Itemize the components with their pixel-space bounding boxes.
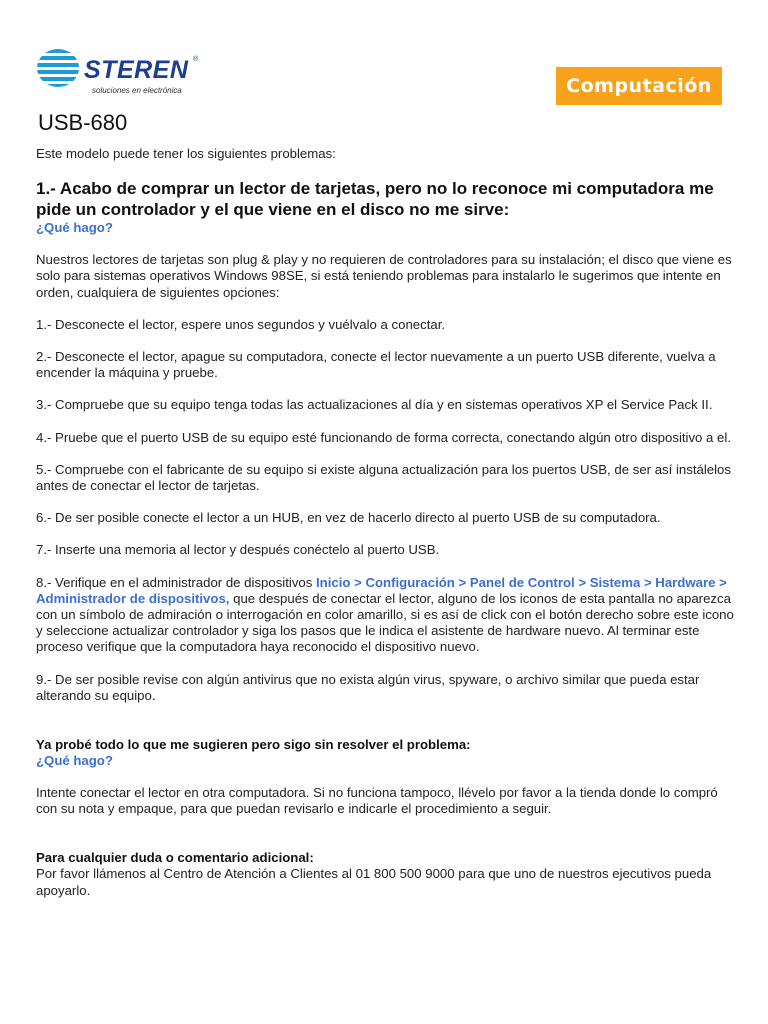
contact-text: Por favor llámenos al Centro de Atención a Clientes al 01 800 500 9000 para que uno de nuestros ejecutivos pueda apoyarlo. [36, 866, 712, 898]
question-1-title: 1.- Acabo de comprar un lector de tarjetas, pero no lo reconoce mi computadora me pide un controlador y el que viene en el disco no me sirve: [36, 179, 714, 220]
step-8-intro: 8.- Verifique en el administrador de dispositivos [36, 574, 317, 590]
question-2-link[interactable]: ¿Qué hago? [36, 753, 113, 769]
question-1-link[interactable]: ¿Qué hago? [36, 220, 113, 236]
contact-title: Para cualquier duda o comentario adicional: [36, 850, 314, 866]
step-6: 6.- De ser posible conecte el lector a un HUB, en vez de hacerlo directo al puerto USB de su computadora. [36, 510, 661, 526]
step-8-detail: que después de conectar el lector, alguno de los iconos de esta pantalla no aparezca con un símbolo de admiración o interrogación en color amarillo, si es así de click con el botón derecho sobre este icono y seleccione actualizar controlador y siga los pasos que le indica el asistente de hardware nuevo. Al terminar este proceso verifique que la computadora haya reconocido el dispositivo nuevo. [36, 590, 734, 655]
section-badge: Computación [556, 67, 722, 105]
question-2-title: Ya probé todo lo que me sugieren pero sigo sin resolver el problema: [36, 737, 471, 753]
document-body [36, 146, 736, 899]
model-title: USB-680 [38, 110, 128, 135]
step-2: 2.- Desconecte el lector, apague su computadora, conecte el lector nuevamente a un puerto USB diferente, vuelva a encender la máquina y pruebe. [36, 349, 716, 381]
step-9: 9.- De ser posible revise con algún antivirus que no exista algún virus, spyware, o archivo similar que pueda estar alterando su equipo. [36, 671, 700, 703]
step-4: 4.- Pruebe que el puerto USB de su equipo esté funcionando de forma correcta, conectando algún otro dispositivo a el. [36, 429, 731, 445]
intro-text: Este modelo puede tener los siguientes problemas: [36, 146, 336, 161]
step-5: 5.- Compruebe con el fabricante de su equipo si existe alguna actualización para los puertos USB, de ser así instálelos antes de conectar el lector de tarjetas. [36, 461, 731, 494]
page-header [0, 0, 768, 140]
brand-tagline: soluciones en electrónica [92, 86, 182, 95]
question-1-answer: Nuestros lectores de tarjetas son plug & play y no requieren de controladores para su instalación; el disco que viene es solo para sistemas operativos Windows 98SE, si está teniendo problemas para instalarlo le sugerimos que intente en orden, cualquiera de siguientes opciones: [36, 252, 732, 300]
registered-mark: ® [193, 56, 199, 63]
brand-name: STEREN [84, 56, 189, 84]
step-8 [36, 575, 736, 656]
step-7: 7.- Inserte una memoria al lector y después conéctelo al puerto USB. [36, 542, 440, 558]
steren-stripes-icon [36, 48, 86, 88]
steren-logo [36, 48, 236, 96]
step-1: 1.- Desconecte el lector, espere unos segundos y vuélvalo a conectar. [36, 316, 446, 332]
device-manager-path: Inicio > Configuración > Panel de Control > Sistema > Hardware > Administrador de dispositivos, [36, 574, 727, 606]
question-2-answer: Intente conectar el lector en otra computadora. Si no funciona tampoco, llévelo por favor a la tienda donde lo compró con su nota y empaque, para que puedan revisarlo e indicarle el procedimiento a seguir. [36, 785, 718, 817]
step-3: 3.- Compruebe que su equipo tenga todas las actualizaciones al día y en sistemas operativos XP el Service Pack II. [36, 397, 713, 413]
